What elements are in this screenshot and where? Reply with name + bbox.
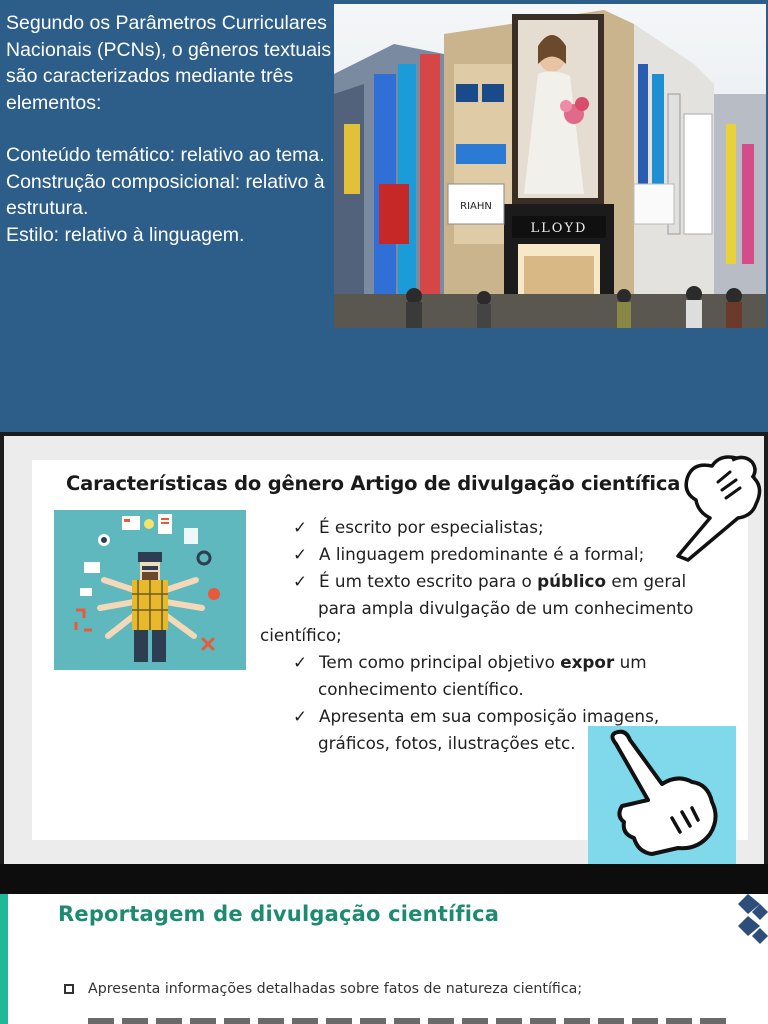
accent-bar [0, 894, 8, 1024]
intro-paragraph: Segundo os Parâmetros Curriculares Nacionais (PCNs), o gêneros textuais são caracterizados mediante três elementos: [6, 12, 332, 114]
list-item [260, 568, 729, 649]
list-item-continuation: gráficos, fotos, ilustrações etc. [318, 733, 576, 753]
checkmark-icon: ✓ [293, 544, 308, 564]
item-style: Estilo: relativo à linguagem. [6, 223, 245, 246]
list-item-text: Apresenta informações detalhadas sobre fatos de natureza científica; [88, 981, 583, 997]
item-thematic-content: Conteúdo temático: relativo ao tema. [6, 144, 325, 166]
multitasking-person-illustration [54, 510, 246, 670]
pointing-hand-box [588, 726, 736, 864]
list-item-bold: público [537, 571, 607, 591]
mirror-sign-text: RIAHN [460, 201, 492, 212]
item-compositional-construction: Construção composicional: relativo à estrutura. [6, 170, 325, 219]
checkmark-icon: ✓ [293, 706, 308, 726]
slide1-text [6, 10, 334, 248]
list-item-text: É um texto escrito para o [319, 571, 538, 591]
checkered-decoration [738, 894, 768, 954]
list-item-continuation: para ampla divulgação de um conhecimento [318, 598, 694, 618]
list-item-continuation: científico; [260, 625, 342, 645]
checkmark-icon: ✓ [293, 652, 308, 672]
list-item-text: em geral [606, 571, 687, 591]
slide-scientific-report [0, 894, 768, 1024]
list-item [289, 649, 729, 703]
slide-separator [0, 864, 768, 894]
pointing-hand-icon [588, 726, 736, 864]
list-item-continuation: conhecimento científico. [318, 679, 524, 699]
list-item-text: Tem como principal objetivo [319, 652, 561, 672]
checkmark-icon: ✓ [293, 571, 308, 591]
list-item-bold: expor [560, 652, 615, 672]
list-item-text: Apresenta em sua composição imagens, [319, 706, 660, 726]
cropped-text-line [88, 1018, 728, 1024]
list-item-text: um [614, 652, 647, 672]
square-bullet-icon [64, 984, 74, 994]
list-item [64, 981, 582, 997]
list-item-text: A linguagem predominante é a formal; [319, 544, 645, 564]
store-sign-text: LLOYD [530, 221, 588, 236]
slide-pcn-genres [0, 0, 768, 432]
checkmark-icon: ✓ [293, 517, 308, 537]
city-street-photo [334, 4, 766, 328]
slide3-title: Reportagem de divulgação científica [58, 902, 500, 926]
list-item-text: É escrito por especialistas; [319, 517, 544, 537]
slide2-title: Características do gênero Artigo de divulgação científica [66, 472, 681, 495]
paragraph-gap [6, 116, 334, 142]
pointing-hand-icon [660, 452, 768, 562]
